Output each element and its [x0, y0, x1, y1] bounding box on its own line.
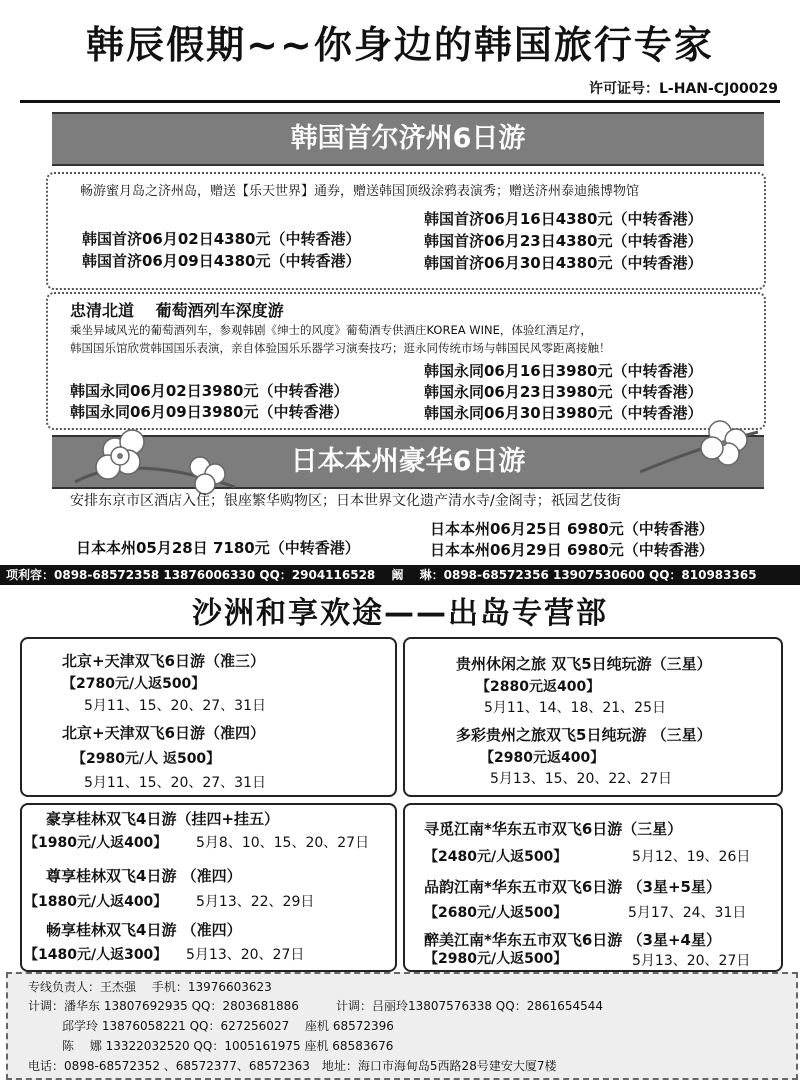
jiangnan-tour-1-title: 寻觅江南*华东五市双飞6日游（三星）	[424, 820, 683, 838]
license-number: 许可证号：L-HAN-CJ00029	[589, 81, 778, 97]
guilin-tour-3-dates: 5月13、20、27日	[186, 947, 305, 963]
korea-date-left-2: 韩国首济06月09日4380元（中转香港）	[82, 252, 361, 270]
beijing-tour-1-price: 【2780元/人返500】	[62, 676, 206, 692]
japan-date-right-1: 日本本州06月25日 6980元（中转香港）	[430, 520, 714, 538]
guilin-tour-3-title: 畅享桂林双飞4日游 （准四）	[46, 921, 242, 939]
guizhou-tour-2-price: 【2980元返400】	[480, 750, 605, 766]
korea-date-left-1: 韩国首济06月02日4380元（中转香港）	[82, 230, 361, 248]
wine-train-title: 忠清北道 葡萄酒列车深度游	[70, 301, 284, 320]
guilin-tour-1-price: 【1980元/人返400】	[24, 835, 168, 851]
jiangnan-tour-3-title: 醉美江南*华东五市双飞6日游 （3星+4星）	[424, 931, 721, 949]
jiangnan-tour-3-dates: 5月13、20、27日	[632, 953, 751, 969]
korea-tour-intro: 畅游蜜月岛之济州岛，赠送【乐天世界】通券，赠送韩国顶级涂鸦表演秀；赠送济州泰迪熊博物馆	[80, 184, 640, 199]
wine-train-desc-1: 乘坐异域风光的葡萄酒列车，参观韩剧《绅士的风度》葡萄酒专供酒庄KOREA WINE，体验红酒足疗，	[70, 323, 592, 337]
beijing-tour-1-dates: 5月11、15、20、27、31日	[84, 698, 266, 714]
jiangnan-tour-2-dates: 5月17、24、31日	[628, 905, 747, 921]
japan-date-right-2: 日本本州06月29日 6980元（中转香港）	[430, 541, 714, 559]
guilin-tour-1-dates: 5月8、10、15、20、27日	[196, 835, 370, 851]
guizhou-tour-2-title: 多彩贵州之旅双飞5日纯玩游 （三星）	[456, 726, 712, 744]
korea-date-right-3: 韩国首济06月30日4380元（中转香港）	[424, 254, 703, 272]
contact-bar: 项利容：0898-68572358 13876006330 QQ：2904116528 阚 琳：0898-68572356 13907530600 QQ：810983365	[0, 565, 800, 585]
wine-date-left-2: 韩国永同06月09日3980元（中转香港）	[70, 403, 349, 421]
header-divider	[20, 100, 780, 103]
guizhou-tour-1-title: 贵州休闲之旅 双飞5日纯玩游（三星）	[456, 655, 712, 673]
japan-date-left: 日本本州05月28日 7180元（中转香港）	[76, 539, 360, 557]
wine-date-right-1: 韩国永同06月16日3980元（中转香港）	[424, 362, 703, 380]
wine-date-right-2: 韩国永同06月23日3980元（中转香港）	[424, 383, 703, 401]
guilin-tour-2-title: 尊享桂林双飞4日游 （准四）	[46, 867, 242, 885]
korea-date-right-1: 韩国首济06月16日4380元（中转香港）	[424, 210, 703, 228]
korea-tour-title: 韩国首尔济州6日游	[52, 112, 764, 166]
japan-tour-intro: 安排东京市区酒店入住；银座繁华购物区；日本世界文化遗产清水寺/金阁寺；祇园艺伎街	[70, 493, 621, 509]
guilin-tour-3-price: 【1480元/人返300】	[24, 947, 168, 963]
flower-left-icon	[70, 412, 240, 502]
wine-train-desc-2: 韩国国乐馆欣赏韩国国乐表演，亲自体验国乐乐器学习演奏技巧；逛永同传统市场与韩国民风零距离接触！	[70, 341, 611, 355]
japan-tour-title: 日本本州豪华6日游	[52, 435, 764, 489]
wine-date-right-3: 韩国永同06月30日3980元（中转香港）	[424, 404, 703, 422]
jiangnan-tour-1-dates: 5月12、19、26日	[632, 849, 751, 865]
beijing-tour-2-dates: 5月11、15、20、27、31日	[84, 775, 266, 791]
footer-planner-3: 邱学玲 13876058221 QQ：627256027 座机 68572396	[62, 1019, 394, 1033]
korea-date-right-2: 韩国首济06月23日4380元（中转香港）	[424, 232, 703, 250]
footer-planner-1: 计调：潘华东 13807692935 QQ：2803681886	[28, 999, 299, 1013]
guizhou-tour-2-dates: 5月13、15、20、22、27日	[490, 771, 672, 787]
wine-date-left-1: 韩国永同06月02日3980元（中转香港）	[70, 382, 349, 400]
footer-manager: 专线负责人：王杰强 手机：13976603623	[28, 980, 272, 994]
footer-planner-2: 计调：吕丽玲13807576338 QQ：2861654544	[336, 999, 604, 1013]
jiangnan-tour-1-price: 【2480元/人返500】	[424, 849, 568, 865]
footer-phone-address: 电话：0898-68572352 、68572377、68572363 地址：海口市海甸岛5西路28号建安大厦7楼	[28, 1059, 557, 1073]
page-title: 韩辰假期~~你身边的韩国旅行专家	[86, 23, 714, 67]
guizhou-tour-1-dates: 5月11、14、18、21、25日	[484, 700, 666, 716]
flower-right-icon	[640, 412, 760, 492]
beijing-tour-2-price: 【2980元/人 返500】	[72, 751, 221, 767]
guilin-tour-2-price: 【1880元/人返400】	[24, 894, 168, 910]
outbound-department-title: 沙洲和享欢途——出岛专营部	[192, 596, 608, 631]
beijing-tour-1-title: 北京+天津双飞6日游（准三）	[62, 652, 266, 670]
guilin-tour-1-title: 豪享桂林双飞4日游（挂四+挂五）	[46, 810, 280, 828]
guilin-tour-2-dates: 5月13、22、29日	[196, 894, 315, 910]
beijing-tour-2-title: 北京+天津双飞6日游（准四）	[62, 724, 266, 742]
jiangnan-tour-3-price: 【2980元/人返500】	[424, 951, 568, 967]
guizhou-tour-1-price: 【2880元返400】	[476, 679, 601, 695]
footer-planner-4: 陈 娜 13322032520 QQ：1005161975 座机 68583676	[62, 1039, 394, 1053]
jiangnan-tour-2-price: 【2680元/人返500】	[424, 905, 568, 921]
jiangnan-tour-2-title: 品韵江南*华东五市双飞6日游 （3星+5星）	[424, 878, 721, 896]
